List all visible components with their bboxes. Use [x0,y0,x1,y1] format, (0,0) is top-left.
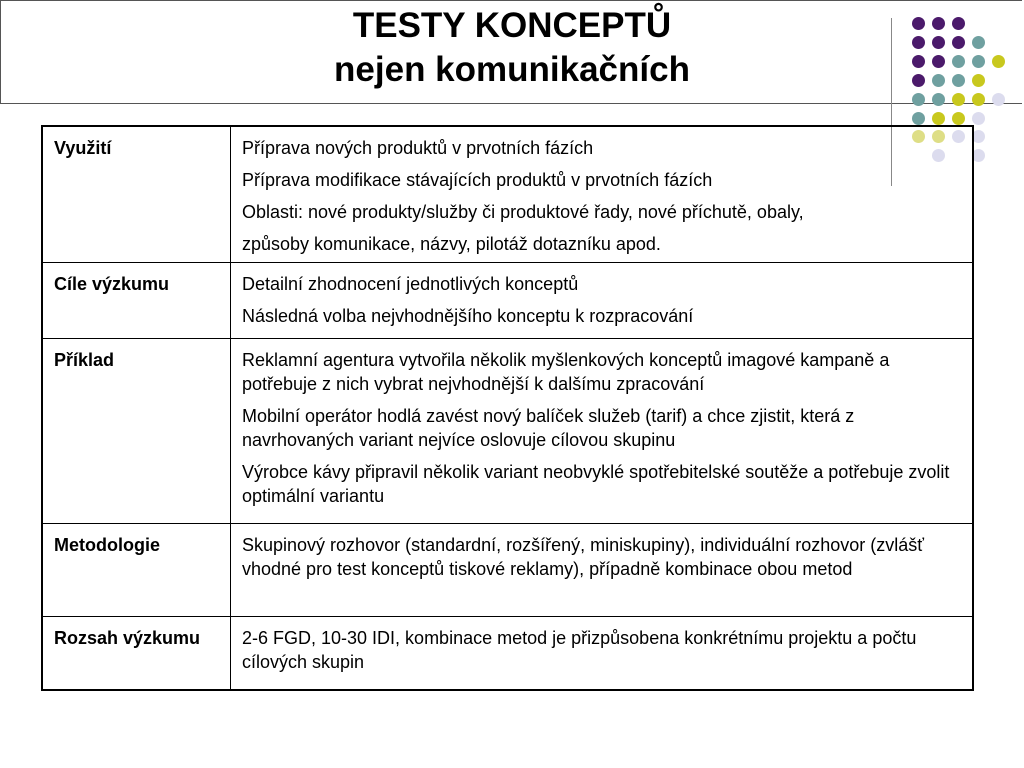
row-content [231,617,974,691]
concept-test-table [41,125,974,691]
row-content [231,126,974,263]
decorative-dot [912,17,925,30]
content-line: Následná volba nejvhodnějšího konceptu k rozpracování [242,306,694,326]
decorative-dot [952,55,965,68]
decorative-dot [912,112,925,125]
decorative-dot [912,55,925,68]
title-line-2: nejen komunikačních [334,50,690,89]
row-label: Cíle výzkumu [42,263,231,339]
page-title [0,4,1024,92]
content-line: Mobilní operátor hodlá zavést nový balíček služeb (tarif) a chce zjistit, která z navrhovaných variant nejvíce oslovuje cílovou skupinu [242,406,855,450]
content-line: Příprava nových produktů v prvotních fázích [242,138,594,158]
decorative-dot [992,55,1005,68]
row-label: Rozsah výzkumu [42,617,231,691]
decorative-dot [972,112,985,125]
content-line: 2-6 FGD, 10-30 IDI, kombinace metod je přizpůsobena konkrétnímu projektu a počtu cílových skupin [242,628,917,672]
table-row [42,126,973,263]
content-line: Výrobce kávy připravil několik variant neobvyklé spotřebitelské soutěže a potřebuje zvolit optimální variantu [242,462,950,506]
content-line: způsoby komunikace, názvy, pilotáž dotazníku apod. [242,234,661,254]
title-line-1: TESTY KONCEPTŮ [352,6,672,45]
decorative-dot [932,17,945,30]
content-line: Oblasti: nové produkty/služby či produktové řady, nové příchutě, obaly, [242,202,804,222]
decorative-dot [972,74,985,87]
content-line: Detailní zhodnocení jednotlivých konceptů [242,274,579,294]
decorative-dot [952,17,965,30]
table-row [42,339,973,524]
row-label: Využití [42,126,231,263]
content-line: Příprava modifikace stávajících produktů v prvotních fázích [242,170,713,190]
decorative-dot [972,55,985,68]
table-row [42,263,973,339]
table-row [42,524,973,617]
decorative-dot [932,36,945,49]
decorative-dot [912,36,925,49]
decorative-dot [932,93,945,106]
decorative-dot [972,36,985,49]
row-content [231,263,974,339]
content-line: Reklamní agentura vytvořila několik myšlenkových konceptů imagové kampaně a potřebuje z nich vybrat nejvhodnější k dalšímu zpracování [242,350,890,394]
row-content [231,524,974,617]
decorative-dot [932,74,945,87]
decorative-dot [972,93,985,106]
decorative-dot [992,93,1005,106]
row-content [231,339,974,524]
decorative-dot [952,36,965,49]
decorative-dot [952,112,965,125]
decorative-dot [952,93,965,106]
decorative-dot [912,93,925,106]
row-label: Příklad [42,339,231,524]
decorative-dot [952,74,965,87]
decorative-dot [932,55,945,68]
table-row [42,617,973,691]
decorative-dot [932,112,945,125]
content-line: Skupinový rozhovor (standardní, rozšířený, miniskupiny), individuální rozhovor (zvlášť vhodné pro test konceptů tiskové reklamy), případně kombinace obou metod [242,535,925,579]
decorative-dot [912,74,925,87]
row-label: Metodologie [42,524,231,617]
